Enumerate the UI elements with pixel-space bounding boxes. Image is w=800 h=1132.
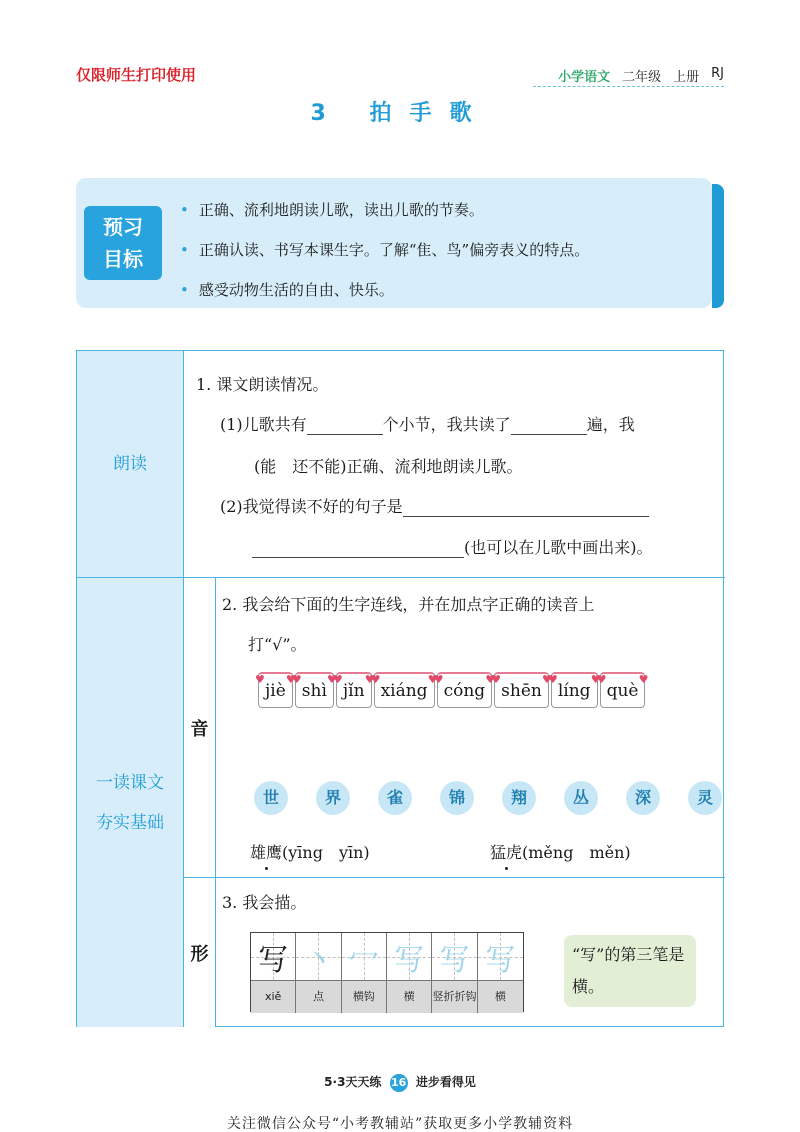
item2-options[interactable]: (měng měn) (522, 843, 631, 862)
page-footer (0, 1073, 800, 1092)
header-divider (533, 86, 724, 87)
grid-trace-cell[interactable] (432, 933, 477, 981)
goal-list (180, 190, 589, 310)
q2-title-line2: 打“√”。 (248, 635, 307, 654)
edition-label: RJ (711, 66, 724, 81)
goal-badge (84, 206, 162, 280)
item1-word: 雄鹰 (250, 840, 282, 863)
grade-label: 二年级 (622, 70, 662, 85)
q1-part2-a: (2)我觉得读不好的句子是 (220, 497, 403, 516)
character-circle[interactable]: 丛 (564, 781, 598, 815)
grid-label-stroke: 横 (478, 981, 523, 1013)
grid-label-pinyin: xiě (251, 981, 296, 1013)
pinyin-card[interactable]: ♥ xiáng ♥ (374, 672, 435, 708)
page-number: 16 (390, 1074, 408, 1092)
blank-sections[interactable] (307, 434, 383, 435)
grid-label-stroke: 点 (296, 981, 341, 1013)
footer-slogan: 进步看得见 (415, 1075, 476, 1089)
q3-title: 3. 我会描。 (222, 893, 307, 912)
preview-goals-box (76, 178, 712, 308)
lesson-title: 3 拍手歌 (310, 101, 490, 126)
q1-part1-b: 个小节，我共读了 (382, 415, 511, 434)
character-circle[interactable]: 锦 (440, 781, 474, 815)
basics-section-label (77, 578, 183, 1027)
pinyin-card[interactable]: ♥ shēn ♥ (494, 672, 549, 708)
sub-column-divider (215, 578, 216, 1027)
character-circles (254, 781, 722, 815)
q1-title: 1. 课文朗读情况。 (196, 375, 329, 394)
item2-word: 猛虎 (490, 840, 522, 863)
trace-stroke: 写 (485, 942, 516, 978)
stroke-hint-box: “写”的第三笔是横。 (564, 935, 696, 1007)
goal-item: • 感受动物生活的自由、快乐。 (180, 270, 589, 310)
q1-part1-a: (1)儿歌共有 (220, 415, 307, 434)
pronunciation-item-2 (490, 840, 631, 863)
pronunciation-item-1 (250, 840, 370, 863)
sub-row-divider (184, 877, 725, 878)
stroke-order-grid (250, 932, 524, 1012)
q1-part1-c: 遍，我 (586, 415, 635, 434)
pinyin-card[interactable]: ♥ jǐn ♥ (336, 672, 372, 708)
basics-label-line1: 一读课文 (96, 772, 164, 793)
grid-trace-cell[interactable] (296, 933, 341, 981)
goal-box-edge (712, 184, 724, 308)
shape-label (184, 878, 215, 1027)
item1-options[interactable]: (yīng yīn) (282, 843, 370, 862)
reading-label-text: 朗读 (113, 454, 147, 474)
print-notice: 仅限师生打印使用 (76, 66, 197, 84)
character-circle[interactable]: 世 (254, 781, 288, 815)
grid-label-stroke: 竖折折钩 (432, 981, 477, 1013)
pinyin-cards (258, 672, 645, 708)
q1-part2-line2 (252, 535, 653, 558)
goal-badge-line2: 目标 (103, 247, 143, 271)
q1-part1-line (220, 412, 635, 435)
character-circle[interactable]: 深 (626, 781, 660, 815)
row-divider (77, 577, 725, 578)
pinyin-card[interactable]: ♥ què ♥ (600, 672, 646, 708)
q1-part1-d: (能 还不能)正确、流利地朗读儿歌。 (254, 457, 523, 476)
goal-item: • 正确认读、书写本课生字。了解“隹、鸟”偏旁表义的特点。 (180, 230, 589, 270)
sound-label (184, 578, 215, 877)
reading-section-label (77, 351, 183, 577)
grid-label-stroke: 横钩 (342, 981, 387, 1013)
q1-part2-line (220, 494, 649, 517)
q2-title-line1: 2. 我会给下面的生字连线，并在加点字正确的读音上 (222, 595, 595, 614)
trace-stroke: 冖 (348, 942, 379, 978)
basics-label-line2: 夯实基础 (96, 812, 164, 833)
character-circle[interactable]: 界 (316, 781, 350, 815)
goal-badge-line1: 预习 (103, 215, 143, 239)
trace-stroke: 写 (394, 942, 425, 978)
blank-read-count[interactable] (511, 434, 587, 435)
character-circle[interactable]: 灵 (688, 781, 722, 815)
trace-stroke: 写 (439, 942, 470, 978)
sound-label-text: 音 (190, 718, 209, 740)
shape-label-text: 形 (190, 943, 209, 965)
q1-part2-b: (也可以在儿歌中画出来)。 (464, 538, 653, 557)
pinyin-card[interactable]: ♥ shì ♥ (295, 672, 334, 708)
pinyin-card[interactable]: ♥ líng ♥ (551, 672, 598, 708)
wechat-note: 关注微信公众号“小考教辅站”获取更多小学教辅资料 (226, 1116, 574, 1132)
goal-item: • 正确、流利地朗读儿歌，读出儿歌的节奏。 (180, 190, 589, 230)
grid-model-char (251, 933, 296, 981)
character-circle[interactable]: 雀 (378, 781, 412, 815)
volume-label: 上册 (673, 70, 700, 85)
subject-label: 小学语文 (558, 70, 611, 85)
pinyin-card[interactable]: ♥ jiè ♥ (258, 672, 293, 708)
grid-trace-cell[interactable] (342, 933, 387, 981)
character-circle[interactable]: 翔 (502, 781, 536, 815)
book-info (558, 66, 724, 85)
grid-label-stroke: 横 (387, 981, 432, 1013)
trace-stroke: 丶 (303, 942, 334, 978)
footer-series: 5·3天天练 (324, 1075, 382, 1089)
grid-trace-cell[interactable] (478, 933, 523, 981)
grid-trace-cell[interactable] (387, 933, 432, 981)
pinyin-card[interactable]: ♥ cóng ♥ (437, 672, 493, 708)
blank-hard-sentence-cont[interactable] (252, 557, 464, 558)
blank-hard-sentence[interactable] (403, 516, 649, 517)
model-char-text: 写 (258, 942, 289, 978)
